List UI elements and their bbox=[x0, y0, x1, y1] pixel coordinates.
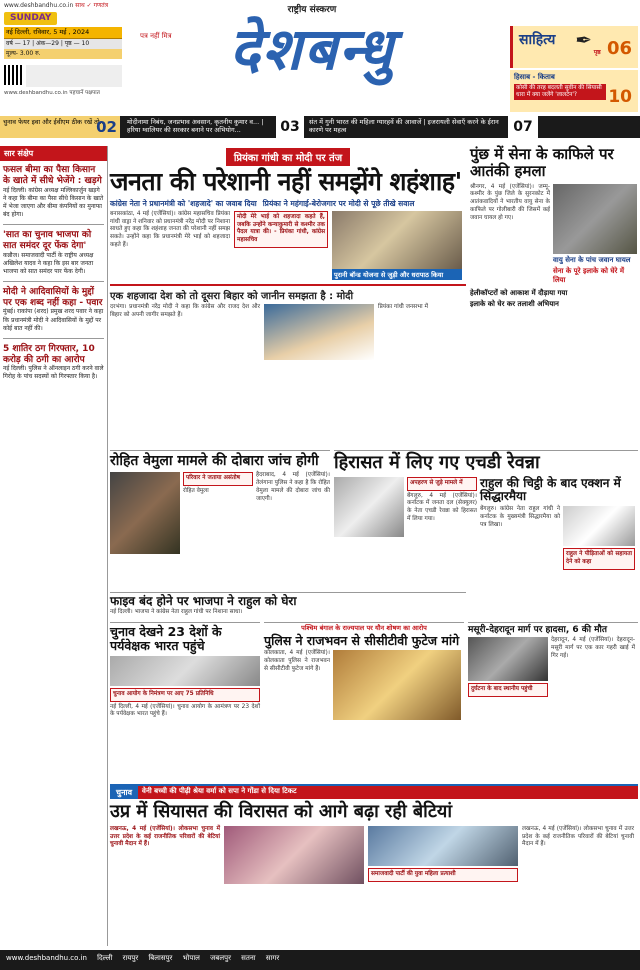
rohith-photo bbox=[110, 472, 180, 554]
lead-bar-2: पुरानी बॉन्ड योजना से जुड़ी और धरापाठ किया bbox=[332, 269, 462, 280]
brief-title: 5 शातिर ठग गिरफ्तार, 10 करोड़ की ठगी का आरोप bbox=[3, 343, 95, 365]
sunday-badge: SUNDAY bbox=[4, 12, 57, 26]
rahul-body: बेंगलुरु। कांग्रेस नेता राहुल गांधी ने कर्नाटक के मुख्यमंत्री सिद्धारमैया को पत्र लिखा। bbox=[480, 506, 560, 528]
observers-box: चुनाव आयोग के निमंत्रण पर आए 75 प्रतिनिधि bbox=[110, 688, 260, 702]
fight-story bbox=[110, 592, 466, 620]
masthead bbox=[122, 2, 502, 114]
police-kicker: पश्चिम बंगाल के राज्यपाल पर यौन शोषण का आरोप bbox=[301, 624, 427, 632]
issue-meta: वर्ष — 17 | अंक—29 | पृष्ठ — 10 bbox=[4, 39, 122, 49]
teaser-page: 03 bbox=[276, 116, 304, 138]
daughters-kicker: वेनी बच्ची की पीढ़ी श्रेया वर्मा को सपा ने गोंडा से दिया टिकट bbox=[138, 786, 638, 799]
army-sub: सेना के पूरे इलाके को घेरे में लिया bbox=[553, 266, 625, 284]
footer-city: दिल्ली bbox=[97, 954, 113, 962]
observers-photo bbox=[110, 656, 260, 686]
daughters-photo-2 bbox=[368, 826, 518, 866]
hisab-page: 10 bbox=[608, 87, 632, 107]
lead-sub-1: कांग्रेस नेता ने प्रधानमंत्री को 'शहजादे' का जवाब दिया bbox=[110, 198, 257, 208]
page-label: पृष्ठ bbox=[593, 49, 601, 56]
footer-bar bbox=[0, 950, 640, 970]
police-story bbox=[264, 622, 464, 782]
supplement-promo[interactable] bbox=[510, 26, 638, 68]
rohith-headline[interactable]: रोहित वेमुला मामले की दोबारा जांच होगी bbox=[110, 453, 319, 469]
army-body: श्रीनगर, 4 मई (एजेंसियां)। जम्मू-कश्मीर के पुंछ जिले के सुरनकोट में आतंकवादियों ने भारतीय वायु सेना के काफिले पर गोलीबारी की जिसमें कई जवान घायल हो गए। bbox=[470, 183, 550, 221]
qr-icon bbox=[4, 65, 24, 85]
footer-city: भोपाल bbox=[182, 954, 200, 962]
rahul-photo bbox=[563, 506, 635, 546]
army-story bbox=[470, 146, 638, 446]
footer-city: बिलासपुर bbox=[148, 954, 173, 962]
lead-caption: प्रियंका गांधी जनसभा में bbox=[378, 303, 428, 310]
revanna-body: बेंगलुरु, 4 मई (एजेंसियां)। कर्नाटक में जनता दल (सेक्युलर) के नेता एचडी रेवन्ना को हिरासत में लिया गया। bbox=[407, 492, 477, 522]
lead-body: बनासकांठा, 4 मई (एजेंसियां)। कांग्रेस महासचिव प्रियंका गांधी वाड्रा ने शनिवार को प्रधानमंत्री नरेंद्र मोदी पर निशाना साधते हुए कहा कि शहंशाह जनता की परेशानी नहीं समझ सकते। उन्होंने कहा कि प्रधानमंत्री मेरे भाई को शहजादा कहते हैं। bbox=[110, 210, 230, 248]
revanna-photo bbox=[334, 477, 404, 537]
accident-photo bbox=[468, 637, 548, 681]
accident-story bbox=[468, 622, 638, 782]
daughters-photo bbox=[224, 826, 364, 884]
pen-nib-icon: ✒ bbox=[575, 28, 592, 52]
priyanka-photo bbox=[332, 211, 462, 269]
brief-title: मोदी ने आदिवासियों के मुद्दों पर एक शब्द नहीं कहा - पवार bbox=[3, 286, 103, 308]
brief-body: नई दिल्ली। पुलिस ने ऑनलाइन ठगी करने वाले गिरोह के पांच सदस्यों को गिरफ्तार किया है। bbox=[3, 365, 104, 381]
teaser-text: मोदीनामा निबंध, जनप्रभाव अवसान, कृतनीय कुमार व... | हरिया ग्वालियर की सरकार बनाने पर अभियोग... bbox=[127, 118, 264, 135]
lead-body-3: दरभंगा। प्रधानमंत्री नरेंद्र मोदी ने कहा कि कांग्रेस और राजद देश और बिहार को अपनी जागीर समझते हैं। bbox=[110, 303, 260, 318]
brief-body: मुंबई। राकांपा (शरद) प्रमुख शरद पवार ने कहा कि प्रधानमंत्री मोदी ने आदिवासियों के मुद्दों पर कोई बात नहीं की। bbox=[3, 308, 104, 332]
revanna-headline[interactable]: हिरासत में लिए गए एचडी रेवन्ना bbox=[334, 452, 540, 473]
brief-body: कन्नौज। समाजवादी पार्टी के राष्ट्रीय अध्यक्ष अखिलेश यादव ने कहा कि इस बार जनता भाजपा को सात समंदर पार फेंक देगी। bbox=[3, 251, 94, 275]
police-photo bbox=[333, 650, 461, 720]
teaser-page: 07 bbox=[508, 116, 538, 138]
rohith-caption: रोहित वेमुला bbox=[183, 487, 209, 494]
teaser-2[interactable] bbox=[124, 116, 274, 138]
teaser-page: 02 bbox=[96, 118, 117, 136]
newspaper-logo: देशबन्धु bbox=[229, 15, 395, 83]
teaser-text: चुनाव फेयर इवा और ईवीएम ठीक रखें तो... bbox=[3, 118, 106, 126]
edition-label: राष्ट्रीय संस्करण bbox=[287, 5, 337, 15]
edition-info bbox=[4, 2, 122, 114]
hisab-title: हिसाब - किताब bbox=[514, 73, 555, 81]
teaser-text: संत में गुनी भारत की महिला ग्यारहवें की आवाजें | इजरायली सेवाएँ करने के ईरान कारणे पर महत्व bbox=[309, 118, 499, 135]
hisab-promo[interactable] bbox=[510, 70, 638, 112]
observers-story bbox=[110, 622, 260, 782]
dateline: नई दिल्ली, रविवार, 5 मई , 2024 bbox=[4, 27, 122, 38]
rohith-box: परिवार ने जताया असंतोष bbox=[183, 472, 253, 486]
lead-sub-2: प्रियंका ने महंगाई-बेरोजगार पर मोदी से पूछे तीखे सवाल bbox=[262, 198, 415, 208]
teaser-1[interactable] bbox=[0, 116, 120, 138]
teaser-3[interactable] bbox=[306, 116, 506, 138]
qr-area bbox=[4, 65, 122, 87]
brief-heading: सार संक्षेप bbox=[0, 146, 107, 161]
revanna-story bbox=[334, 450, 638, 590]
lead-story bbox=[110, 146, 466, 446]
army-headline[interactable]: पुंछ में सेना के काफिले पर आतंकी हमला bbox=[470, 145, 614, 181]
accident-body: देहरादून, 4 मई (एजेंसियां)। देहरादून-मसूरी मार्ग पर एक कार गहरी खाई में गिर गई। bbox=[551, 637, 635, 659]
revanna-box: अपहरण से जुड़े मामले में bbox=[407, 477, 477, 491]
daughters-body: लखनऊ, 4 मई (एजेंसियां)। लोकसभा चुनाव में उत्तर प्रदेश के कई राजनीतिक परिवारों की बेटियां चुनावी मैदान में हैं। bbox=[110, 825, 220, 848]
daughters-label: चुनाव bbox=[110, 786, 138, 799]
tagline: पत्र नहीं मित्र bbox=[140, 32, 172, 40]
brief-title: 'सात का चुनाव भाजपा को सात समंदर दूर फेंक देगा' bbox=[3, 229, 92, 251]
lead-subhead-3: एक शहजादा देश को तो दूसरा बिहार को जानीन समझता है : मोदी bbox=[110, 284, 466, 302]
daughters-story bbox=[110, 784, 638, 946]
observers-headline[interactable]: चुनाव देखने 23 देशों के पर्यवेक्षक भारत पहुंचे bbox=[110, 624, 222, 654]
accident-box: दुर्घटना के बाद स्थानीय पहुंची bbox=[468, 683, 548, 697]
army-sub-3: इलाके को घेर कर तलाशी अभियान bbox=[470, 299, 559, 308]
rahul-headline[interactable]: राहुल की चिट्ठी के बाद एक्शन में सिद्धारमैया bbox=[480, 475, 621, 504]
teaser-bar bbox=[0, 116, 640, 138]
police-body: कोलकाता, 4 मई (एजेंसियां)। कोलकाता पुलिस ने राजभवन से सीसीटीवी फुटेज मांगे हैं। bbox=[264, 650, 330, 672]
army-photo bbox=[553, 184, 637, 254]
supplement-page: 06 bbox=[606, 38, 632, 59]
lead-kicker: प्रियंका गांधी का मोदी पर तंज bbox=[226, 148, 350, 166]
fight-body: नई दिल्ली। भाजपा ने कांग्रेस नेता राहुल गांधी पर निशाना साधा। bbox=[110, 608, 243, 615]
footer-city: जबलपुर bbox=[210, 954, 231, 962]
bottom-link[interactable]: www.deshbandhu.co.in पहचानें पक्षपात bbox=[4, 89, 100, 96]
accident-headline[interactable]: मसूरी-देहरादून मार्ग पर हादसा, 6 की मौत bbox=[468, 625, 608, 635]
footer-city: रायपुर bbox=[122, 954, 139, 962]
hisab-text: कोसी की तरह बदलती सुवीन की सियासी धारा में क्या जलेंगे 'लालटेन'? bbox=[514, 84, 606, 100]
price: मूल्य- 3.00 रु. bbox=[4, 49, 122, 59]
lead-quote: मोदी मेरे भाई को शहजादा कहते हैं, जबकि उन्होंने कन्याकुमारी से कश्मीर तक पैदल यात्रा की। - प्रियंका गांधी, कांग्रेस महासचिव bbox=[234, 211, 328, 248]
army-label: वायु सेना के पांच जवान घायल bbox=[553, 255, 631, 264]
rohith-story bbox=[110, 450, 330, 590]
daughters-headline[interactable]: उप्र में सियासत की विरासत को आगे बढ़ा रही बेटियां bbox=[110, 801, 453, 822]
police-headline[interactable]: पुलिस ने राजभवन से सीसीटीवी फुटेज मांगे bbox=[264, 633, 460, 648]
brief-column bbox=[0, 146, 108, 946]
rahul-box: राहुल ने पीड़िताओं को सहायता देने को कहा bbox=[563, 548, 635, 570]
brief-title: फसल बीमा का पैसा किसान के खाते में सीधे भेजेंगे : खड़गे bbox=[3, 165, 102, 186]
footer-city: सतना bbox=[241, 954, 256, 962]
army-sub-2: हेलीकॉप्टरों को आकाश में दौड़ाया गया bbox=[470, 288, 568, 297]
website-link[interactable]: www.deshbandhu.co.in साथ ✓ गणतंत्र bbox=[4, 2, 122, 10]
observers-body: नई दिल्ली, 4 मई (एजेंसियां)। चुनाव आयोग के आमंत्रण पर 23 देशों के पर्यवेक्षक भारत पहुंचे हैं। bbox=[110, 703, 260, 718]
supplement-title: साहित्य bbox=[519, 32, 556, 48]
footer-city: सागर bbox=[265, 954, 280, 962]
fight-headline[interactable]: फाइव बंद होने पर भाजपा ने राहुल को घेरा bbox=[110, 594, 297, 608]
daughters-body-2: लखनऊ, 4 मई (एजेंसियां)। लोकसभा चुनाव में उत्तर प्रदेश के कई राजनीतिक परिवारों की बेटियां चुनावी मैदान में हैं। bbox=[522, 825, 634, 848]
rohith-body: हैदराबाद, 4 मई (एजेंसियां)। तेलंगाना पुलिस ने कहा है कि रोहित वेमुला मामले की दोबारा जांच की जाएगी। bbox=[256, 472, 330, 502]
brief-body: नई दिल्ली। कांग्रेस अध्यक्ष मल्लिकार्जुन खड़गे ने कहा कि बीमा का पैसा सीधे किसान के खाते में भेजा जाएगा और बीमा कंपनियों का मुनाफा बंद होगा। bbox=[3, 186, 104, 218]
daughters-box: समाजवादी पार्टी की युवा महिला प्रत्याशी bbox=[368, 868, 518, 882]
footer-link[interactable]: www.deshbandhu.co.in bbox=[6, 954, 87, 962]
modi-photo bbox=[264, 304, 374, 360]
lead-headline[interactable]: जनता की परेशानी नहीं समझेंगे शहंशाह' bbox=[110, 167, 462, 196]
